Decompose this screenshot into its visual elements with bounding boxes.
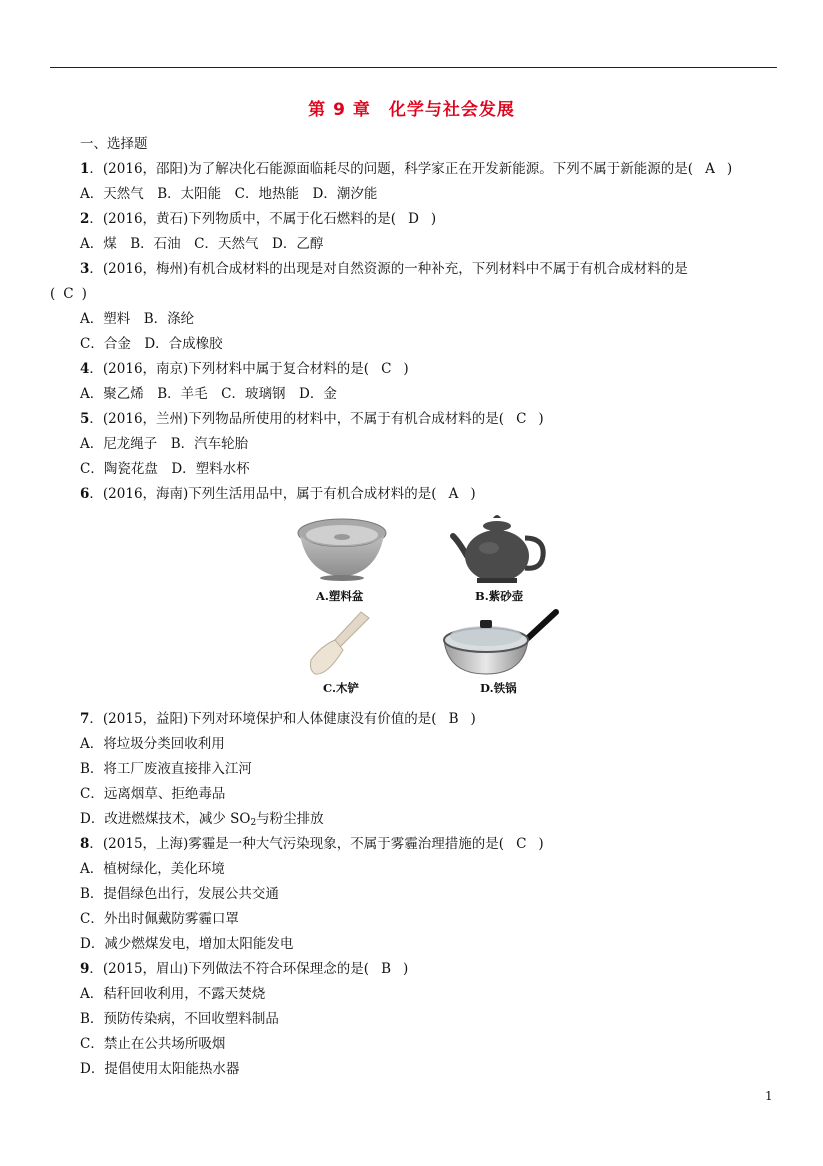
question-5 (80, 410, 544, 428)
question-1 (80, 160, 732, 178)
figure-caption-b: B.紫砂壶 (475, 589, 524, 603)
question-3-options-1: A．塑料 B．涤纶 (80, 311, 195, 327)
question-number: 9 (80, 961, 90, 977)
question-8-option-c: C．外出时佩戴防雾霾口罩 (80, 911, 239, 927)
figure-caption-d: D.铁锅 (480, 681, 517, 695)
paren-open: ( (50, 286, 56, 302)
question-stem: ．(2016，兰州)下列物品所使用的材料中，不属于有机合成材料的是( (89, 411, 505, 427)
question-7 (80, 710, 476, 728)
question-number: 8 (80, 836, 90, 852)
question-stem: ．(2016，邵阳)为了解决化石能源面临耗尽的问题，科学家正在开发新能源。下列不属于新能源的是( (89, 161, 694, 177)
question-stem: ．(2016，南京)下列材料中属于复合材料的是( (89, 361, 370, 377)
question-number: 6 (80, 486, 90, 502)
question-4-options: A．聚乙烯 B．羊毛 C．玻璃钢 D．金 (80, 386, 337, 402)
question-2-options: A．煤 B．石油 C．天然气 D．乙醇 (80, 236, 324, 252)
wooden-spatula-image (305, 608, 385, 678)
question-8 (80, 835, 544, 853)
question-9-option-d: D．提倡使用太阳能热水器 (80, 1061, 240, 1077)
question-number: 1 (80, 161, 90, 177)
question-number: 4 (80, 361, 90, 377)
question-2 (80, 210, 436, 228)
question-7-option-c: C．远离烟草、拒绝毒品 (80, 786, 226, 802)
option-text: D．改进燃煤技术，减少 SO (80, 811, 251, 827)
question-6 (80, 485, 476, 503)
option-text: 与粉尘排放 (256, 811, 324, 827)
paren-close: ) (470, 486, 476, 502)
question-7-option-a: A．将垃圾分类回收利用 (80, 736, 225, 752)
paren-close: ) (470, 711, 476, 727)
answer: C (516, 411, 527, 427)
clay-teapot-image (445, 512, 550, 587)
question-stem: ．(2016，海南)下列生活用品中，属于有机合成材料的是( (89, 486, 437, 502)
chapter-number: 第 9 章 (308, 100, 371, 120)
question-number: 7 (80, 711, 90, 727)
question-8-option-d: D．减少燃煤发电，增加太阳能发电 (80, 936, 294, 952)
question-3 (80, 260, 688, 278)
figure-caption-a: A.塑料盆 (316, 589, 364, 603)
question-7-option-d (80, 810, 324, 832)
chapter-title (0, 95, 823, 120)
question-8-option-b: B．提倡绿色出行，发展公共交通 (80, 886, 279, 902)
paren-close: ) (403, 961, 409, 977)
question-8-option-a: A．植树绿化，美化环境 (80, 861, 225, 877)
question-3-answer (50, 285, 87, 303)
section-heading: 一、选择题 (80, 136, 148, 152)
question-stem: ．(2016，黄石)下列物质中，不属于化石燃料的是( (89, 211, 397, 227)
question-9-option-c: C．禁止在公共场所吸烟 (80, 1036, 226, 1052)
question-1-options: A．天然气 B．太阳能 C．地热能 D．潮汐能 (80, 186, 378, 202)
subscript: 2 (250, 818, 257, 828)
answer: A (705, 161, 715, 177)
question-number: 5 (80, 411, 90, 427)
chapter-name: 化学与社会发展 (388, 100, 515, 120)
answer: A (448, 486, 459, 502)
paren-close: ) (403, 361, 409, 377)
question-6-figure (290, 510, 560, 700)
paren-close: ) (538, 411, 544, 427)
answer: B (448, 711, 459, 727)
question-9 (80, 960, 408, 978)
question-stem: ．(2015，眉山)下列做法不符合环保理念的是( (89, 961, 370, 977)
question-9-option-b: B．预防传染病，不回收塑料制品 (80, 1011, 279, 1027)
paren-close: ) (430, 211, 437, 227)
question-5-options-2: C．陶瓷花盘 D．塑料水杯 (80, 461, 250, 477)
iron-wok-image (440, 608, 560, 678)
answer: C (63, 286, 74, 302)
question-4 (80, 360, 409, 378)
question-number: 2 (80, 211, 90, 227)
answer: C (516, 836, 527, 852)
question-stem: ．(2015，益阳)下列对环境保护和人体健康没有价值的是( (89, 711, 437, 727)
paren-close: ) (81, 286, 87, 302)
question-number: 3 (80, 261, 90, 277)
question-stem: ．(2015，上海)雾霾是一种大气污染现象，不属于雾霾治理措施的是( (89, 836, 505, 852)
paren-close: ) (538, 836, 544, 852)
answer: C (381, 361, 392, 377)
question-3-options-2: C．合金 D．合成橡胶 (80, 336, 223, 352)
paren-close: ) (726, 161, 733, 177)
page-number: 1 (765, 1089, 773, 1103)
plastic-basin-image (295, 515, 390, 585)
answer: B (381, 961, 391, 977)
question-9-option-a: A．秸秆回收利用，不露天焚烧 (80, 986, 266, 1002)
figure-caption-c: C.木铲 (323, 681, 359, 695)
question-5-options-1: A．尼龙绳子 B．汽车轮胎 (80, 436, 249, 452)
question-stem: ．(2016，梅州)有机合成材料的出现是对自然资源的一种补充，下列材料中不属于有机合成材料的是 (89, 261, 688, 277)
answer: D (408, 211, 419, 227)
header-rule (50, 67, 777, 68)
question-7-option-b: B．将工厂废液直接排入江河 (80, 761, 252, 777)
